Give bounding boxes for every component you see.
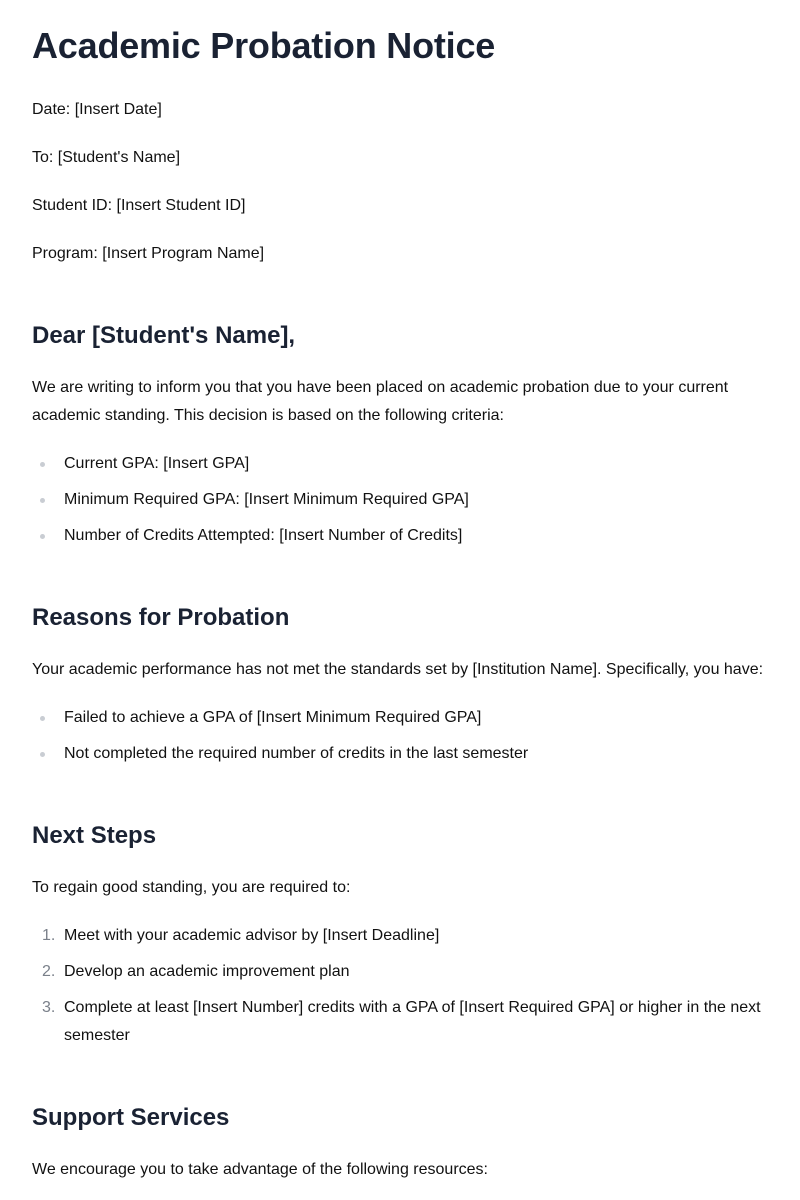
list-item-text: Failed to achieve a GPA of [Insert Minimum Required GPA] xyxy=(64,709,482,726)
list-item-text: Current GPA: [Insert GPA] xyxy=(64,455,250,472)
criteria-list xyxy=(32,450,768,550)
greeting-section xyxy=(32,320,768,550)
next-steps-section xyxy=(32,820,768,1050)
next-steps-list xyxy=(32,922,768,1050)
page-title: Academic Probation Notice xyxy=(32,25,496,66)
list-item-text: Number of Credits Attempted: [Insert Number of Credits] xyxy=(64,527,463,544)
support-intro: We encourage you to take advantage of the following resources: xyxy=(32,1161,488,1178)
greeting-heading: Dear [Student's Name], xyxy=(32,322,296,349)
support-section xyxy=(32,1102,768,1184)
list-item xyxy=(32,740,768,768)
next-steps-heading: Next Steps xyxy=(32,822,157,849)
reasons-intro: Your academic performance has not met the standards set by [Institution Name]. Specifically, you have: xyxy=(32,661,764,678)
bullet-icon xyxy=(40,498,45,503)
list-item xyxy=(32,922,768,950)
reasons-section xyxy=(32,602,768,768)
list-item xyxy=(32,994,768,1050)
list-item xyxy=(32,522,768,550)
reasons-list xyxy=(32,704,768,768)
notice-meta xyxy=(32,96,768,268)
student-id-line: Student ID: [Insert Student ID] xyxy=(32,197,246,214)
recipient-line: To: [Student's Name] xyxy=(32,149,181,166)
list-number: 2. xyxy=(42,963,56,980)
list-item-text: Not completed the required number of credits in the last semester xyxy=(64,745,529,762)
bullet-icon xyxy=(40,462,45,467)
list-item-text: Meet with your academic advisor by [Insert Deadline] xyxy=(64,927,440,944)
list-item-text: Develop an academic improvement plan xyxy=(64,963,350,980)
bullet-icon xyxy=(40,752,45,757)
list-number: 3. xyxy=(42,999,56,1016)
list-item xyxy=(32,958,768,986)
bullet-icon xyxy=(40,534,45,539)
next-steps-intro: To regain good standing, you are required to: xyxy=(32,879,351,896)
list-item xyxy=(32,704,768,732)
list-number: 1. xyxy=(42,927,56,944)
list-item-text: Minimum Required GPA: [Insert Minimum Required GPA] xyxy=(64,491,469,508)
bullet-icon xyxy=(40,716,45,721)
greeting-intro: We are writing to inform you that you have been placed on academic probation due to your current academic standing. This decision is based on the following criteria: xyxy=(32,379,729,424)
list-item-text: Complete at least [Insert Number] credits with a GPA of [Insert Required GPA] or higher in the next semester xyxy=(64,999,761,1044)
list-item xyxy=(32,486,768,514)
support-heading: Support Services xyxy=(32,1104,230,1131)
date-line: Date: [Insert Date] xyxy=(32,101,162,118)
list-item xyxy=(32,450,768,478)
program-line: Program: [Insert Program Name] xyxy=(32,245,265,262)
reasons-heading: Reasons for Probation xyxy=(32,604,290,631)
